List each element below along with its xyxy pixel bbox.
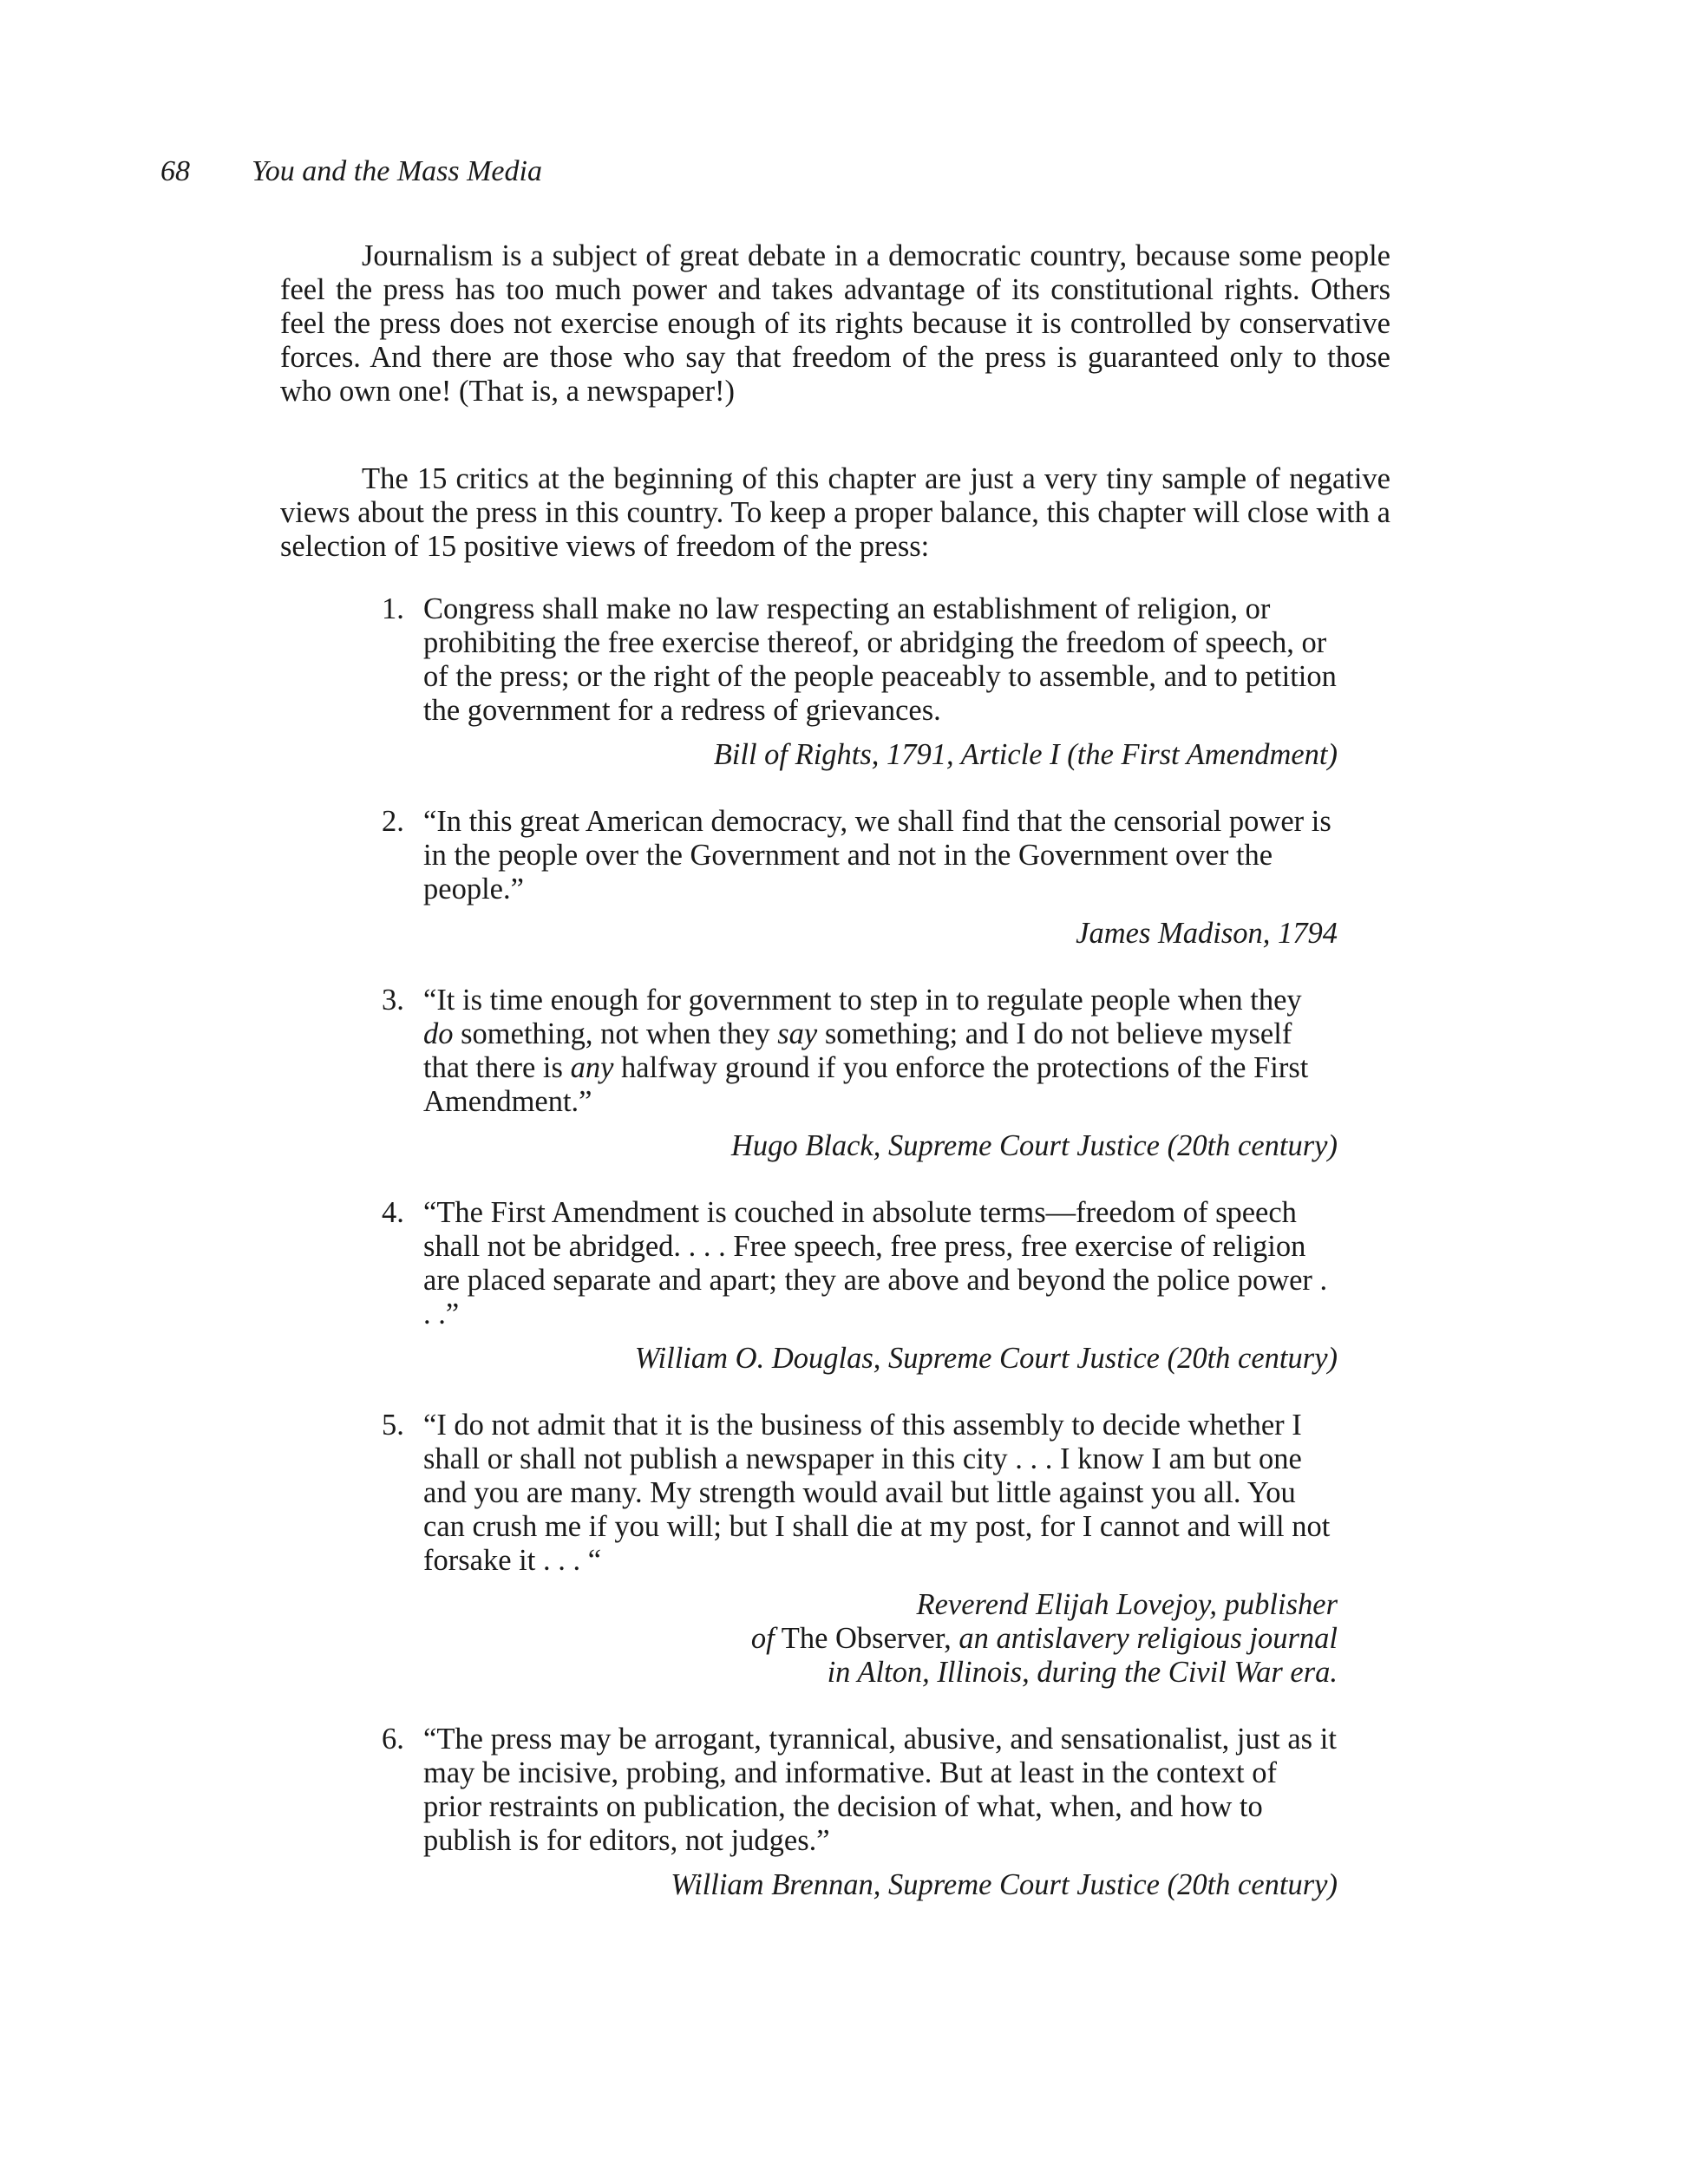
quote-item-3 — [382, 984, 1338, 1163]
quote-attribution: William Brennan, Supreme Court Justice (20th century) — [671, 1868, 1338, 1901]
emphasis-any: any — [570, 1051, 614, 1084]
attribution-line-3: in Alton, Illinois, during the Civil War era. — [827, 1656, 1338, 1689]
body-paragraph-1: Journalism is a subject of great debate in a democratic country, because some people feel the press has too much power and takes advantage of its constitutional rights. Others feel the press does not exercise enough of its rights because it is controlled by conservative forces. And there are those who say that freedom of the press is guaranteed only to those who own one! (That is, a newspaper!) — [280, 239, 1390, 408]
attribution-line-2: an antislavery religious journal — [951, 1622, 1338, 1655]
quote-number: 4. — [382, 1196, 404, 1229]
quote-text — [423, 984, 1338, 1119]
quote-list — [382, 592, 1338, 1935]
emphasis-say: say — [777, 1017, 818, 1050]
quote-number: 3. — [382, 984, 404, 1017]
emphasis-do: do — [423, 1017, 454, 1050]
quote-text: Congress shall make no law respecting an establishment of religion, or prohibiting the free exercise thereof, or abridging the freedom of speech, or of the press; or the right of the people peaceably to assemble, and to petition the government for a redress of grievances. — [423, 592, 1337, 727]
quote-attribution: James Madison, 1794 — [1076, 917, 1338, 950]
quote-attribution: William O. Douglas, Supreme Court Justice (20th century) — [634, 1342, 1338, 1375]
quote-text: “The First Amendment is couched in absolute terms—freedom of speech shall not be abridged. . . . Free speech, free press, free exercise of religion are placed separate and apart; they are above and beyond the police power . . .” — [423, 1196, 1328, 1331]
quote-text-segment: “It is time enough for government to step in to regulate people when they — [423, 984, 1302, 1017]
quote-item-4 — [382, 1196, 1338, 1376]
quote-number: 5. — [382, 1409, 404, 1442]
page-number: 68 — [160, 155, 190, 187]
quote-item-6 — [382, 1723, 1338, 1902]
quote-text-segment: something, not when they — [453, 1017, 778, 1050]
quote-text-segment: something; and I do not believe myself that there is — [423, 1017, 1292, 1084]
quote-number: 6. — [382, 1723, 404, 1756]
quote-attribution: Hugo Black, Supreme Court Justice (20th century) — [730, 1129, 1338, 1162]
quote-attribution — [423, 1588, 1338, 1690]
quote-item-5 — [382, 1409, 1338, 1690]
quote-item-1 — [382, 592, 1338, 772]
quote-text: “The press may be arrogant, tyrannical, abusive, and sensationalist, just as it may be incisive, probing, and informative. But at least in the context of prior restraints on publication, the decision of what, when, and how to publish is for editors, not judges.” — [423, 1723, 1337, 1857]
quote-text: “I do not admit that it is the business of this assembly to decide whether I shall or shall not publish a newspaper in this city . . . I know I am but one and you are many. My strength would avail but little against you all. You can crush me if you will; but I shall die at my post, for I cannot and will not forsake it . . . “ — [423, 1409, 1331, 1577]
running-title: You and the Mass Media — [252, 155, 542, 187]
quote-number: 1. — [382, 592, 404, 625]
quote-text-segment: halfway ground if you enforce the protections of the First Amendment.” — [423, 1051, 1309, 1118]
quote-item-2 — [382, 805, 1338, 951]
journal-name: The Observer, — [774, 1622, 952, 1655]
attribution-of: of — [750, 1622, 775, 1655]
quote-number: 2. — [382, 805, 404, 838]
attribution-line-1: Reverend Elijah Lovejoy, publisher — [916, 1588, 1338, 1621]
body-paragraph-2: The 15 critics at the beginning of this chapter are just a very tiny sample of negative views about the press in this country. To keep a proper balance, this chapter will close with a selection of 15 positive views of freedom of the press: — [280, 462, 1390, 563]
quote-attribution: Bill of Rights, 1791, Article I (the First Amendment) — [713, 738, 1338, 771]
quote-text: “In this great American democracy, we shall find that the censorial power is in the people over the Government and not in the Government over the people.” — [423, 805, 1331, 906]
running-header — [160, 154, 542, 189]
